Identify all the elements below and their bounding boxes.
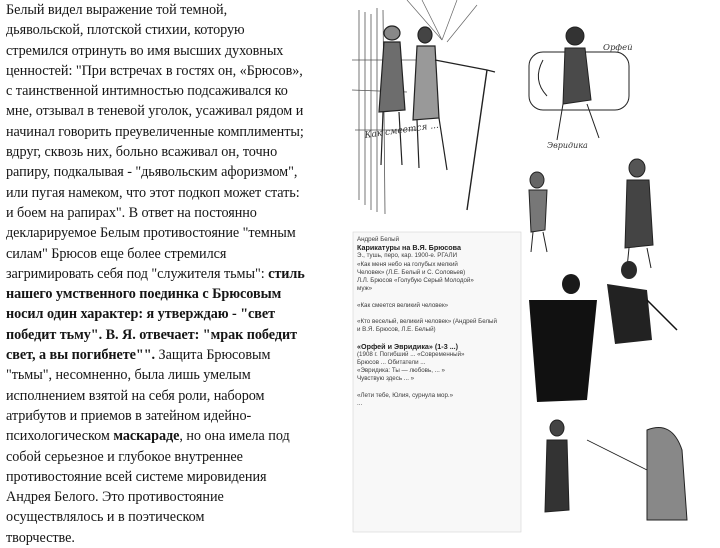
text-run: загримировать себя под "служителя тьмы": bbox=[6, 265, 269, 282]
bottom-figures-sketch bbox=[545, 420, 687, 520]
bold-run: стиль bbox=[268, 265, 305, 282]
text-line: исполнением взятой на себя роли, набором bbox=[6, 387, 265, 404]
caption-author: Андрей Белый bbox=[357, 236, 400, 243]
two-figures-sketch bbox=[379, 26, 495, 210]
caption-line: Чувствую здесь ... » bbox=[357, 375, 415, 383]
article-text bbox=[6, 0, 351, 548]
text-line: вдруг, сквозь них, больно всаживал он, точно bbox=[6, 144, 278, 161]
caption-line: Человек» (Л.Е. Белый и С. Соловьев) bbox=[357, 268, 466, 276]
bold-run: победит тьму". В. Я. отвечает: "мрак победит bbox=[6, 326, 298, 343]
bold-run: нашего умственного поединка с Брюсовым bbox=[6, 286, 282, 303]
text-line: и боем на рапирах". В ответ на постоянно bbox=[6, 204, 257, 221]
handwritten-note: Как смеется ... bbox=[364, 120, 440, 141]
text-run: психологическом bbox=[6, 428, 114, 445]
handwritten-note: Орфей bbox=[603, 43, 633, 53]
text-line bbox=[6, 304, 351, 324]
text-line: ценностей: "При встречах в гостях он, «Брюсов», bbox=[6, 62, 303, 79]
caption-block bbox=[357, 236, 517, 408]
text-line bbox=[6, 426, 351, 446]
text-line: атрибутов и приемов в затейном идейно- bbox=[6, 407, 252, 424]
caption-line: (1908 г. Погибший ... «Современный» bbox=[357, 350, 465, 358]
caption-line: Л.Л. Брюсов «Голубую Серый Молодой» bbox=[357, 277, 474, 285]
text-line: осуществлялось и в поэтическом bbox=[6, 509, 205, 526]
caption-line: ... bbox=[357, 400, 363, 408]
caricature-scan bbox=[347, 0, 720, 540]
dark-figure-sketch bbox=[529, 261, 677, 402]
text-run: , но она имела под bbox=[179, 428, 290, 445]
bold-run: свет, а вы погибнете"". bbox=[6, 347, 156, 364]
text-line bbox=[6, 284, 351, 304]
caption-line: «Как смеется великий человек» bbox=[357, 301, 449, 309]
caption-line: «Эвридика: Ты — любовь, ... » bbox=[357, 367, 445, 375]
caption-line: «Как меня небо на голубых мелкий bbox=[357, 260, 458, 268]
caption-line: «Кто веселый, великий человек» (Андрей Белый bbox=[357, 318, 497, 326]
text-line: творчестве. bbox=[6, 529, 75, 546]
caption-line: Брюсов ... Обитатели ... bbox=[357, 359, 426, 367]
text-line: или пугая намеком, что этот подкоп может стать: bbox=[6, 184, 300, 201]
text-line: Андрея Белого. Это противостояние bbox=[6, 489, 224, 506]
caption-line: и В.Я. Брюсов, Л.Е. Белый) bbox=[357, 326, 436, 334]
text-run: Защита Брюсовым bbox=[155, 347, 271, 364]
text-line: декларируемое Белым противостояние "темным bbox=[6, 225, 296, 242]
standing-man-sketch bbox=[529, 172, 547, 252]
text-line: рапиру, подкалывая - "дьявольским афоризмом", bbox=[6, 164, 298, 181]
caption-line: «Лети тебе, Юлия, сурнула мор.» bbox=[357, 391, 454, 399]
text-line: стремился отринуть во имя высших духовных bbox=[6, 42, 284, 59]
handwritten-note: Эвридика bbox=[547, 141, 588, 150]
caption-line: Э., тушь, перо, кар. 1900-е. РГАЛИ bbox=[357, 252, 458, 260]
standing-man-sketch bbox=[625, 159, 653, 268]
text-line bbox=[6, 264, 351, 284]
text-line: "тьмы", несомненно, была лишь умелым bbox=[6, 367, 251, 384]
text-line: противостояние всей системе мировидения bbox=[6, 468, 267, 485]
text-line bbox=[6, 325, 351, 345]
bold-run: маскараде bbox=[113, 428, 180, 445]
text-line: Белый видел выражение той темной, bbox=[6, 2, 228, 18]
text-line: силам" Брюсов еще более стремился bbox=[6, 245, 227, 262]
text-line: дьявольской, плотской стихии, которую bbox=[6, 22, 245, 39]
caption-title: «Орфей и Эвридика» (1-3 ...) bbox=[357, 342, 459, 351]
text-line: мне, отзывал в теневой уголок, усаживал рядом и bbox=[6, 103, 304, 120]
text-line bbox=[6, 345, 351, 365]
caption-line: муж» bbox=[357, 285, 373, 293]
text-line: собой серьезное и глубокое внутреннее bbox=[6, 448, 243, 465]
text-line: начинал говорить преувеличенные комплименты; bbox=[6, 123, 304, 140]
bold-run: носил один характер: я утверждаю - "свет bbox=[6, 306, 276, 323]
caption-title: Карикатуры на В.Я. Брюсова bbox=[357, 244, 461, 253]
text-line: с таинственной интимностью подсаживался ко bbox=[6, 83, 288, 100]
